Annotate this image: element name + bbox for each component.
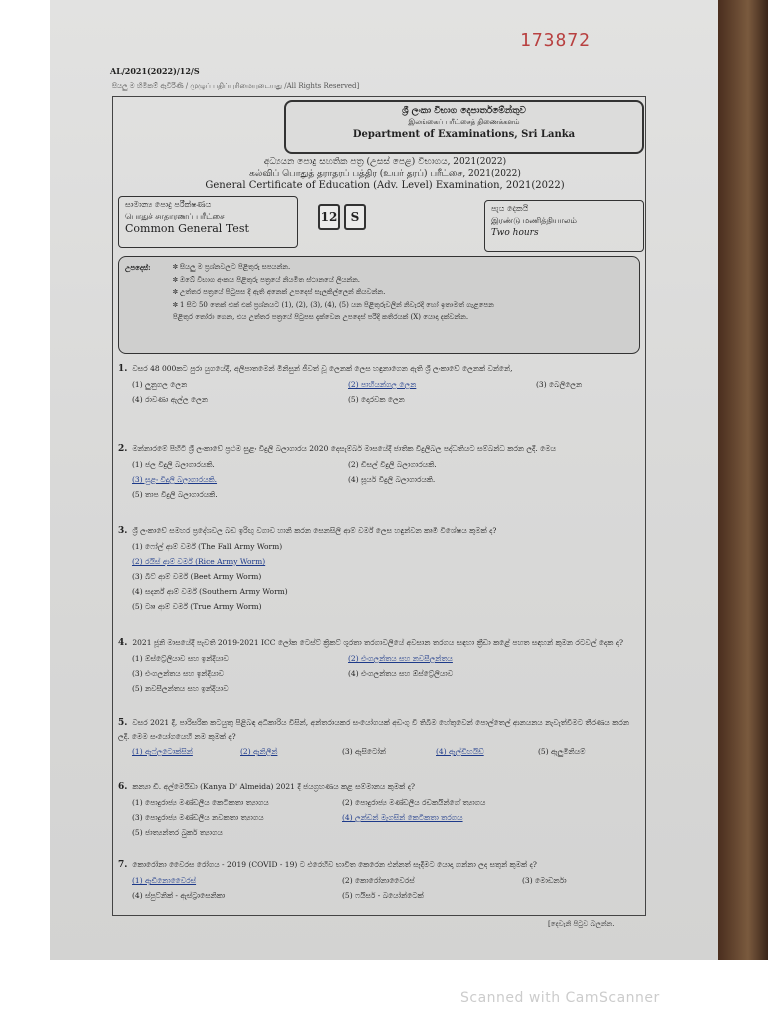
option-marked: (1) ඇෆ්ලටොක්සින් (132, 747, 193, 756)
option: (5) ෆයිසර් - බයෝන්ටෙක් (342, 891, 424, 900)
instruction-line: ✽ උත්තර පත්‍රයේ පිටුපස දී ඇති අනෙක් උපදෙස් සැලකිල්ලෙන් කියවන්න. (173, 288, 386, 296)
question-5 (118, 716, 638, 761)
question-1 (118, 362, 638, 410)
option: (5) ජාත්‍යන්තර බුකර් ත්‍යාගය (132, 828, 223, 837)
option: (1) පොදුරාජ්‍ය මණ්ඩලීය කෙටිකතා ත්‍යාගය (132, 798, 269, 807)
rights-notice: සියලු ම හිමිකම් ඇවිරිණි / முழுப் பதிப்புரிமையுடையது /All Rights Reserved] (112, 82, 360, 90)
option-marked: (2) ඇනිලීන් (240, 747, 278, 756)
option-marked: (4) ලන්ඩන් මැගසින් කෙටිකතා තරගය (342, 813, 463, 822)
department-sinhala: ශ්‍රී ලංකා විභාග දෙපාර්තමේන්තුව (402, 106, 526, 116)
question-3 (118, 524, 638, 618)
option: (4) එංගලන්තය සහ ඕස්ට්‍රේලියාව (348, 669, 454, 678)
question-stem: කන්‍යා ඩී. අල්මෙයිඩා (Kanya D' Almeida) 2021 දී ජයග්‍රහණය කළ සම්මානය කුමක් ද? (132, 782, 415, 791)
instructions-label: උපදෙස්: (125, 263, 151, 272)
option: (5) ට්‍රූ ආම් වර්ම් (True Army Worm) (132, 602, 262, 611)
duration-box (484, 200, 644, 252)
option: (1) ලුනුගල ලෙන (132, 380, 188, 389)
serial-number: 173872 (520, 30, 592, 51)
option-marked: (1) ඇඩිනොවෛරස් (132, 876, 197, 885)
option: (2) කොරෝනාවෛරස් (342, 876, 415, 885)
option: (2) පොදුරාජ්‍ය මණ්ඩලීය රචකයින්ගේ ත්‍යාගය (342, 798, 486, 807)
option: (4) සූර්ය විදුලි බලාගාරයකි. (348, 475, 436, 484)
question-7 (118, 858, 638, 906)
question-2 (118, 442, 638, 504)
question-number: 7. (118, 860, 128, 870)
subject-sinhala: සාමාන්‍ය පොදු පරීක්ෂණය (125, 200, 212, 209)
duration-sinhala: පැය දෙකයි (491, 204, 529, 213)
question-number: 2. (118, 444, 128, 454)
option: (3) එංගලන්තය සහ ඉන්දියාව (132, 669, 225, 678)
instruction-line: පිළිතුර තෝරා ගෙන, එය උත්තර පත්‍රයේ පිටුපස දැක්වෙන උපදෙස් පරිදි කතිරයක් (X) යොදා දක්වන්න. (173, 313, 469, 321)
exam-title-sinhala: අධ්‍යයන පොදු සහතික පත්‍ර (උසස් පෙළ) විභාගය, 2021(2022) (263, 157, 507, 167)
instructions-box (118, 256, 640, 354)
option: (4) රාවණා ඇල්ල ලෙන (132, 395, 208, 404)
option: (1) ෆෝල් ආම් වර්ම් (The Fall Army Worm) (132, 542, 283, 551)
option: (3) මොඩර්නා (522, 876, 567, 885)
option: (1) ජල විදුලි බලාගාරයකි. (132, 460, 215, 469)
question-stem: මන්නාරමේ පිහිටි ශ්‍රී ලංකාවේ ප්‍රථම සුළං විදුලි බලාගාරය 2020 දෙසැම්බර් මාසයේදී ජාතික විදුලිබල පද්ධතියට සම්බන්ධ කරන ලදී. මෙය (132, 444, 557, 453)
option-marked: (2) එංගලන්තය සහ නවසීලන්තය (348, 654, 453, 663)
option: (1) ඕස්ට්‍රේලියාව සහ ඉන්දියාව (132, 654, 229, 663)
subject-english: Common General Test (125, 222, 249, 235)
turn-over-note: [දෙවැනි පිටුව බලන්න. (548, 920, 615, 928)
background-left (0, 0, 50, 960)
subject-tamil: பொதுச் சாதாரணப் பரீட்சை (125, 212, 225, 221)
option: (3) බීට් ආම් වර්ම් (Beet Army Worm) (132, 572, 262, 581)
department-header (284, 100, 644, 154)
option-marked: (3) සුළං විදුලි බලාගාරයකි. (132, 475, 218, 484)
option-marked: (4) ඇල්ඩිහයිඩ් (436, 747, 484, 756)
option-marked: (2) රයිස් ආම් වර්ම් (Rice Army Worm) (132, 557, 266, 566)
option: (5) දොරවක ලෙන (348, 395, 405, 404)
option: (3) ඇසිටෝන් (342, 747, 386, 756)
option: (5) නවසීලන්තය සහ ඉන්දියාව (132, 684, 229, 693)
paper-code: AL/2021(2022)/12/S (110, 66, 200, 76)
option: (4) සදර්න් ආම් වර්ම් (Southern Army Worm) (132, 587, 288, 596)
option: (5) ඇලුමිනියම් (538, 747, 586, 756)
option-marked: (2) පාහියන්ගල ලෙන (348, 380, 417, 389)
question-number: 1. (118, 364, 128, 374)
scanner-watermark: Scanned with CamScanner (460, 990, 660, 1006)
background-table-edge (718, 0, 768, 960)
question-number: 5. (118, 718, 128, 728)
duration-english: Two hours (491, 228, 539, 238)
duration-tamil: இரண்டு மணித்தியாலம் (491, 216, 577, 225)
question-number: 6. (118, 782, 128, 792)
department-english: Department of Examinations, Sri Lanka (352, 129, 576, 140)
exam-title-english: General Certificate of Education (Adv. Level) Examination, 2021(2022) (205, 180, 565, 191)
question-stem: 2021 ජූනි මාසයේදී පැවති 2019-2021 ICC ලෝක ටෙස්ට් ක්‍රිකට් ශූරතා තරගාවලියේ අවසාන තරගය සඳහා ක්‍රීඩා කළේ පහත සඳහන් කුමන රටවල් දෙක ද? (132, 638, 624, 647)
option: (4) ස්පුට්නික් - ඇස්ට්‍රාසෙනිකා (132, 891, 226, 900)
instruction-line: ✽ 1 සිට 50 තෙක් එක් එක් ප්‍රශ්නයට (1), (2), (3), (4), (5) යන පිළිතුරුවලින් නිවැරදි හෝ ඉතාමත් ගැළපෙන (173, 300, 494, 309)
question-number: 3. (118, 526, 128, 536)
instruction-line: ✽ ඔබේ විභාග අංකය පිළිතුරු පත්‍රයේ නියමිත ස්ථානයේ ලියන්න. (173, 275, 360, 284)
exam-title-tamil: கல்விப் பொதுத் தராதரப் பத்திர (உயர் தரப்) பரீட்சை, 2021(2022) (249, 169, 521, 179)
option: (5) තාප විදුලි බලාගාරයකි. (132, 490, 218, 499)
subject-box (118, 196, 298, 248)
question-stem: වසර 48 000කට පුරා යුගයේදී, අලිපාතමෙන් මිනිසුන් ජීවත් වූ ලෙනක් ලෙස හඳුනාගෙන ඇති ශ්‍රී ලංකාවේ ලෙනක් වන්නේ, (132, 364, 513, 373)
option: (2) ඩීසල් විදුලි බලාගාරයකි. (348, 460, 437, 469)
subject-code-number: 12 (318, 204, 340, 230)
question-stem: වසර 2021 දී, පාරිසරික කටයුතු පිළිබඳ අධිකාරිය විසින්, අන්තරායකර සංයෝගයක් අඩංගු වී තිබීම හේතුවෙන් පොල්තෙල් ආනයනය නැවැත්වීමට තීරණය කරන ලදී. මෙම සංයෝගයෙහි නම කුමක් ද? (118, 718, 629, 741)
subject-code-letter: S (344, 204, 366, 230)
exam-title (170, 156, 600, 192)
question-4 (118, 636, 638, 698)
subject-code (318, 204, 370, 230)
instruction-line: ✽ සියලු ම ප්‍රශ්නවලට පිළිතුරු සපයන්න. (173, 263, 291, 271)
option: (3) පොදුරාජ්‍ය මණ්ඩලීය නවකතා ත්‍යාගය (132, 813, 264, 822)
option: (3) බෙලිලෙන (536, 380, 583, 389)
question-6 (118, 780, 638, 842)
question-number: 4. (118, 638, 128, 648)
question-stem: කොරෝනා වෛරස රෝගය - 2019 (COVID - 19) ට එරෙහිව භාවිත කෙරෙන එන්නත් සෑදීමට යොදා ගන්නා ලද සතුන් කුමක් ද? (132, 860, 537, 869)
question-stem: ශ්‍රී ලංකාවේ සමහර ප්‍රදේශවල බඩ ඉරිඟු වගාව හානි කරන සෙනසිලි ආම් වර්ම් ලෙස හඳුන්වන කෘමි විශේෂය කුමක් ද? (132, 526, 497, 535)
department-tamil: இலங்கைப் பரீட்சைத் திணைக்களம் (408, 118, 520, 126)
